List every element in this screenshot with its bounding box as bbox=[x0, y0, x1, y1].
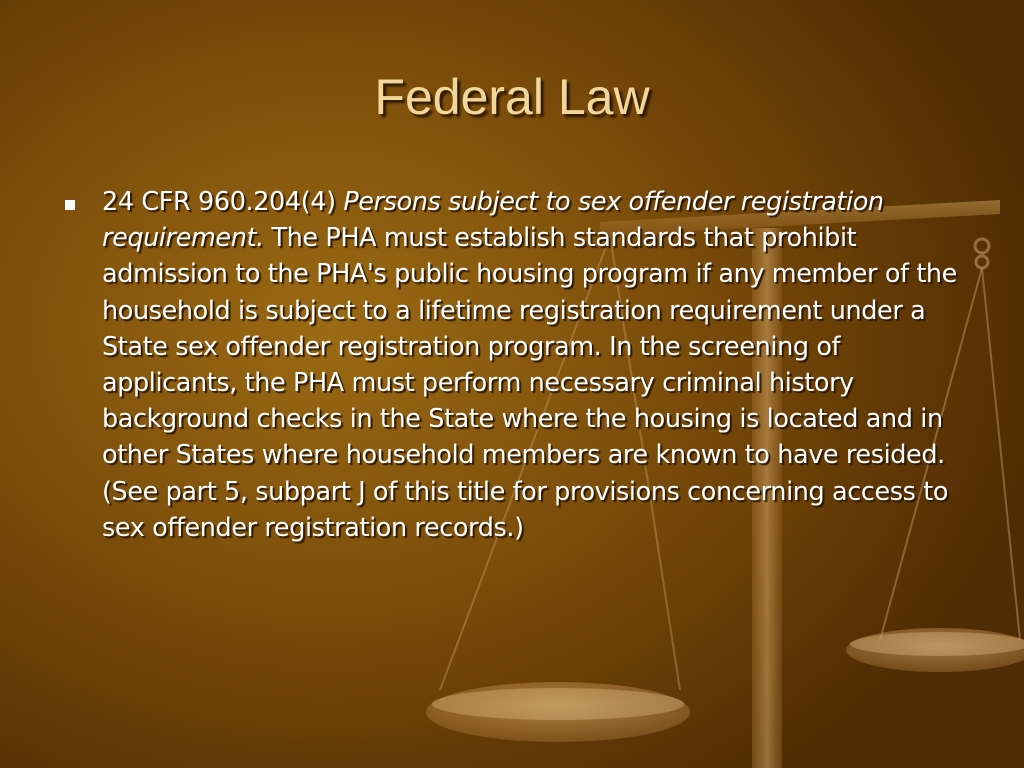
body-text: The PHA must establish standards that prohibit admission to the PHA's public housing program if any member of the household is subject to a lifetime registration requirement under a State sex offender registration program. In the screening of applicants, the PHA must perform necessary criminal history background checks in the State where the housing is located and in other States where household members are known to have resided. (See part 5, subpart J of this title for provisions concerning access to sex offender registration records.) bbox=[102, 223, 957, 543]
square-bullet-icon bbox=[65, 200, 75, 210]
italic-heading-text: Persons subject to sex offender registration requirement. bbox=[102, 187, 884, 254]
slide-title: Federal Law bbox=[374, 69, 650, 125]
bullet-text bbox=[102, 184, 976, 546]
citation-text: 24 CFR 960.204(4) bbox=[102, 187, 344, 217]
list-item bbox=[56, 184, 976, 546]
slide-body bbox=[56, 184, 976, 546]
